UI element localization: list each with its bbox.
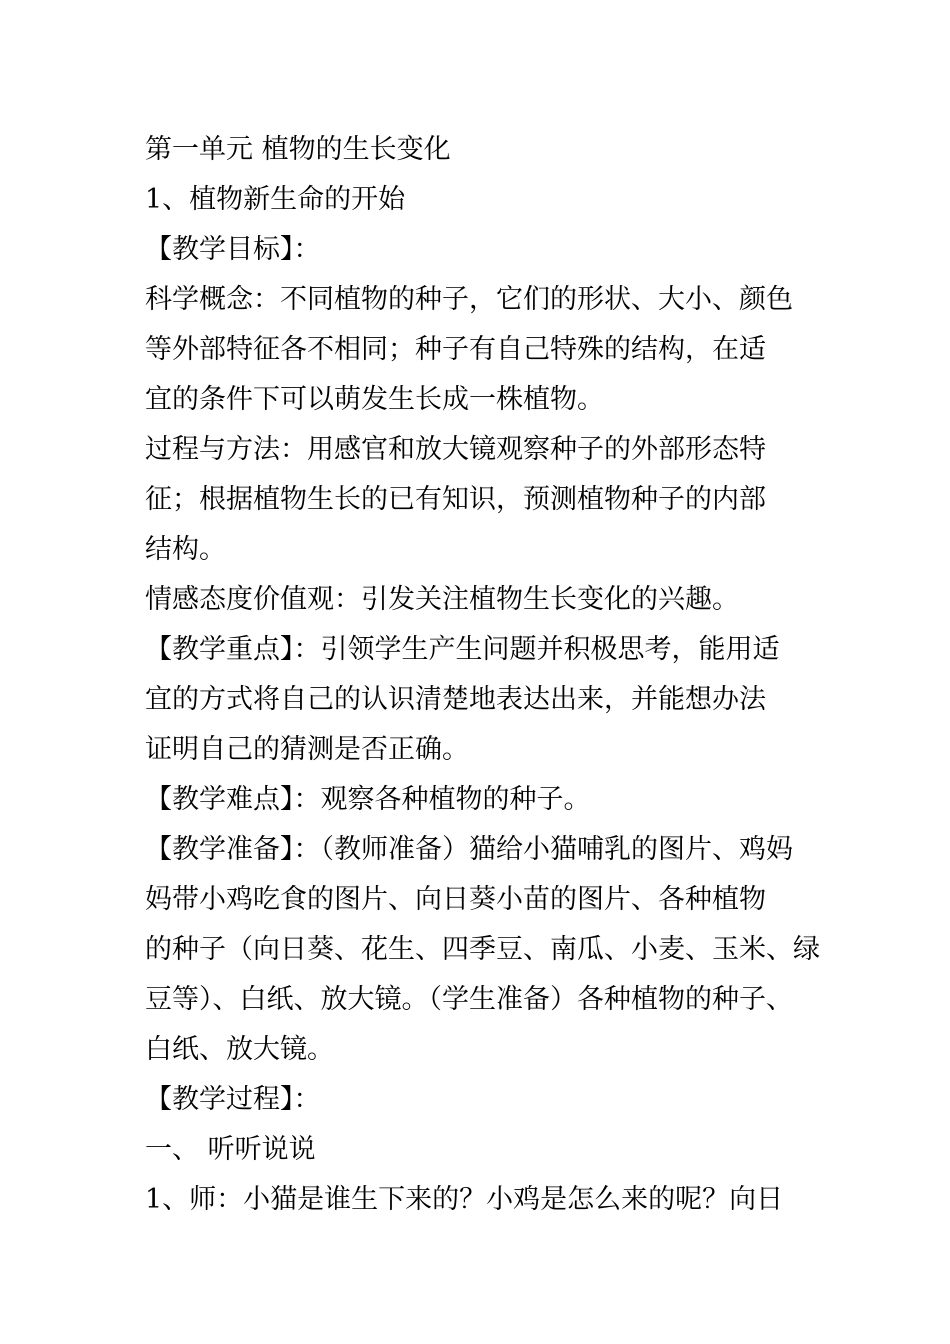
subsection-heading: 一、 听听说说 [145,1134,316,1165]
unit-title: 第一单元 植物的生长变化 [145,134,451,165]
document-page [145,125,820,1225]
paragraph-line: 妈带小鸡吃食的图片、向日葵小苗的图片、各种植物 [145,884,766,915]
paragraph-line: 等外部特征各不相同；种子有自己特殊的结构，在适 [145,334,766,365]
paragraph-line: 白纸、放大镜。 [145,1034,334,1065]
paragraph-line: 科学概念：不同植物的种子，它们的形状、大小、颜色 [145,284,793,315]
paragraph-line: 豆等）、白纸、放大镜。（学生准备）各种植物的种子、 [145,984,793,1015]
paragraph-line: 过程与方法：用感官和放大镜观察种子的外部形态特 [145,434,766,465]
paragraph-line: 证明自己的猜测是否正确。 [145,734,469,765]
section-heading-preparation: 【教学准备】：（教师准备）猫给小猫哺乳的图片、鸡妈 [145,834,793,865]
paragraph-line: 情感态度价值观：引发关注植物生长变化的兴趣。 [145,584,739,615]
section-heading-goals: 【教学目标】： [145,234,321,265]
paragraph-line: 宜的方式将自己的认识清楚地表达出来，并能想办法 [145,684,766,715]
section-heading-key-points: 【教学重点】：引领学生产生问题并积极思考，能用适 [145,634,780,665]
paragraph-line: 的种子（向日葵、花生、四季豆、南瓜、小麦、玉米、绿 [145,934,820,965]
paragraph-line: 1、师：小猫是谁生下来的？小鸡是怎么来的呢？向日 [145,1184,784,1215]
lesson-title: 1、植物新生命的开始 [145,184,406,215]
paragraph-line: 结构。 [145,534,226,565]
section-heading-difficulties: 【教学难点】：观察各种植物的种子。 [145,784,591,815]
paragraph-line: 征；根据植物生长的已有知识，预测植物种子的内部 [145,484,766,515]
section-heading-process: 【教学过程】： [145,1084,321,1115]
paragraph-line: 宜的条件下可以萌发生长成一株植物。 [145,384,604,415]
